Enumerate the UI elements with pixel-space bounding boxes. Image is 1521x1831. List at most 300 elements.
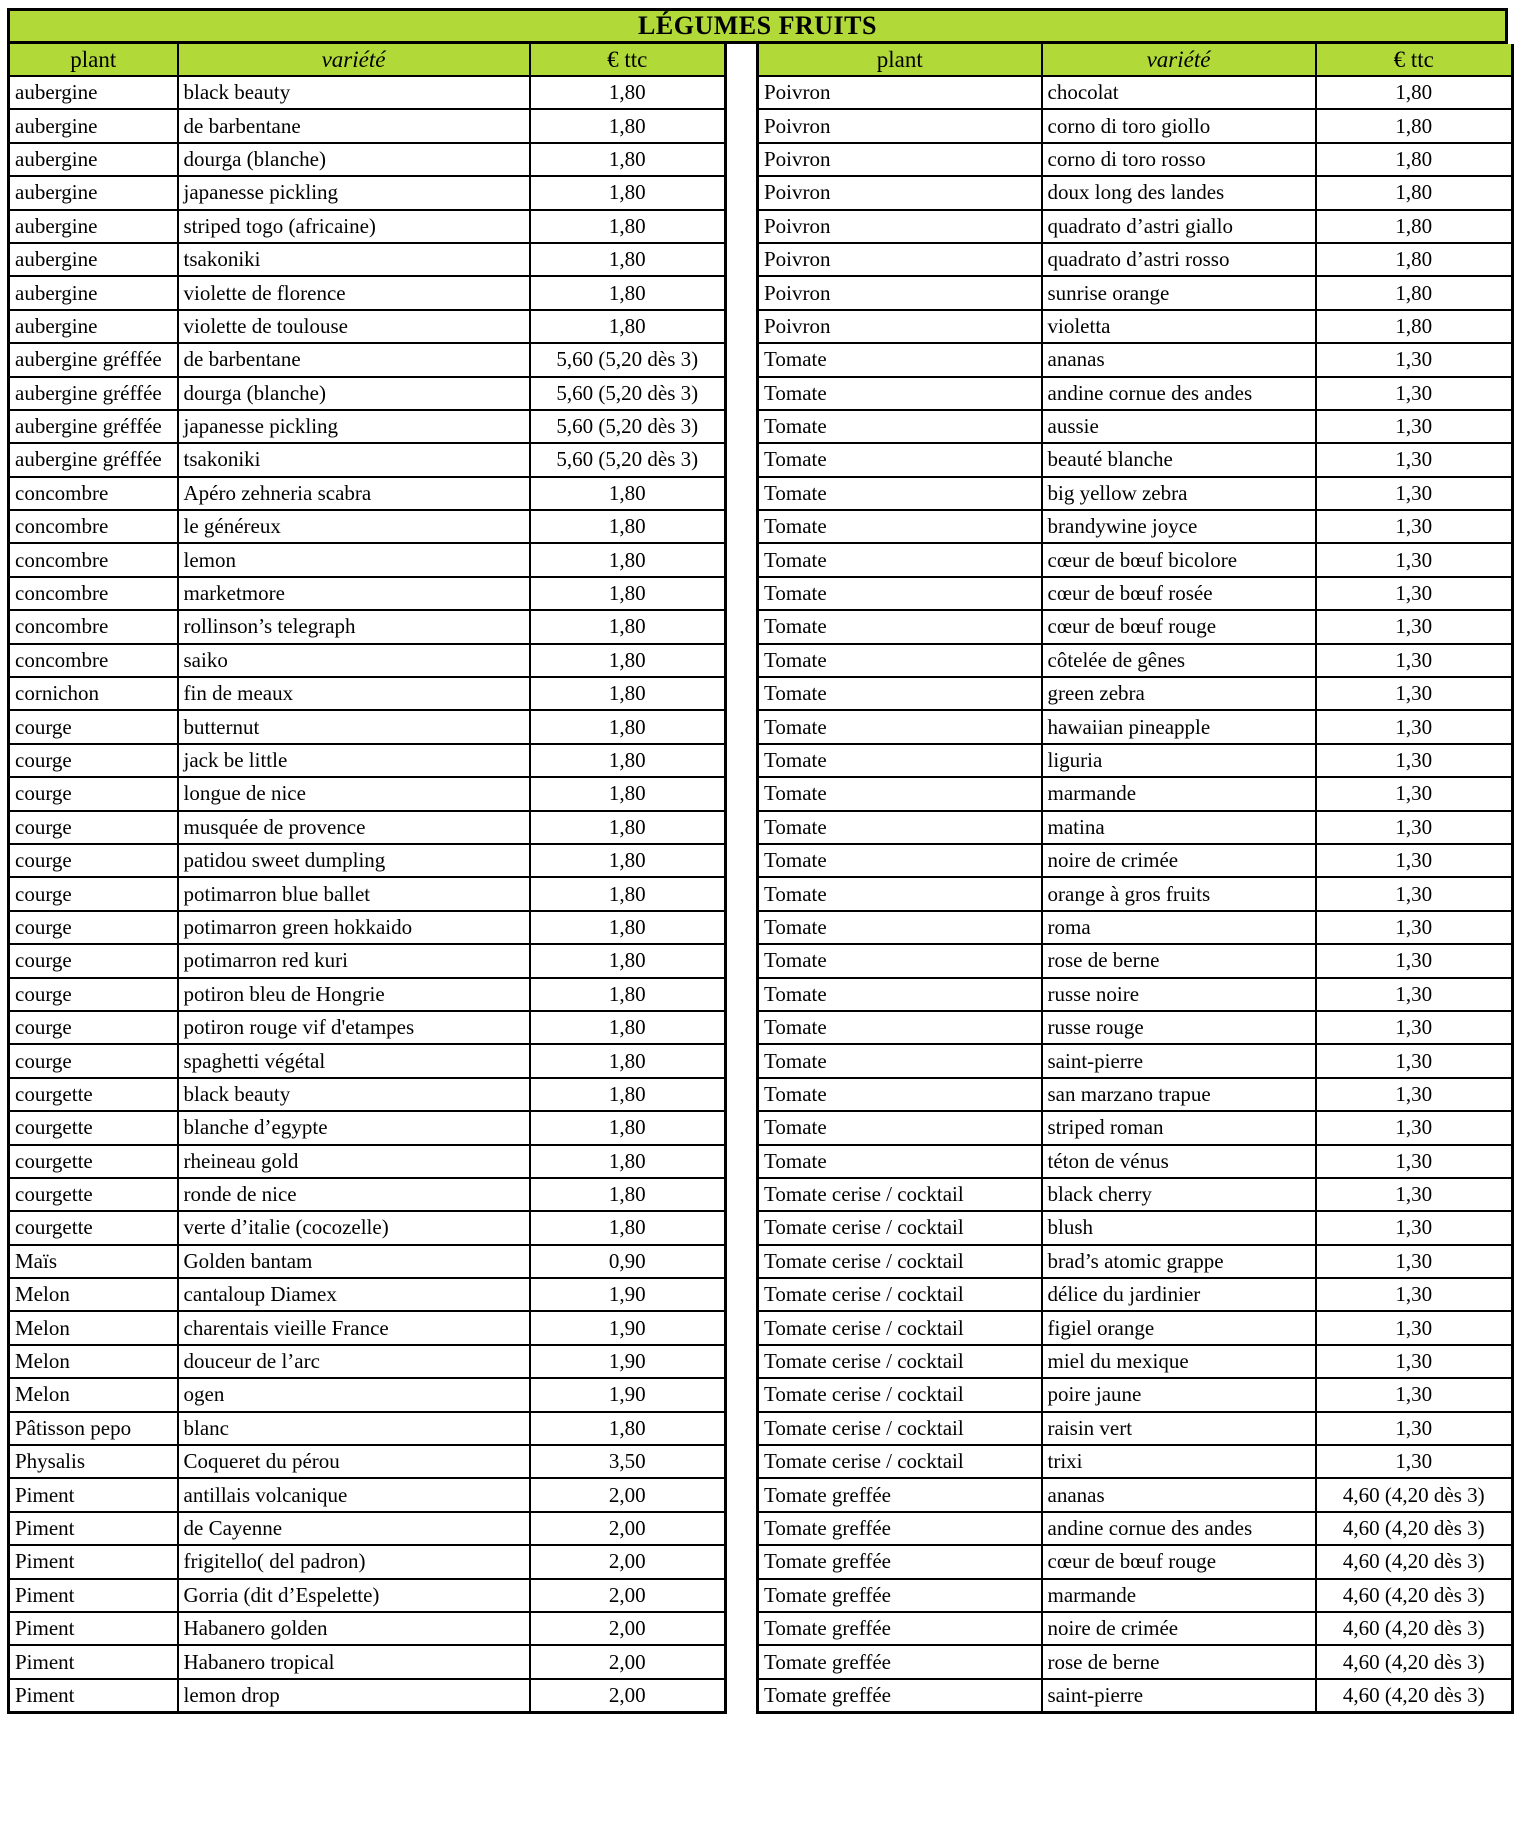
price-cell: 1,30 [1316, 710, 1513, 743]
plant-cell: Tomate greffée [758, 1612, 1042, 1645]
table-row [9, 1445, 726, 1478]
price-cell: 2,00 [530, 1612, 726, 1645]
plant-cell: Tomate greffée [758, 1645, 1042, 1678]
price-cell: 1,80 [530, 109, 726, 142]
table-row [758, 1512, 1513, 1545]
price-cell: 1,80 [530, 844, 726, 877]
price-cell: 1,30 [1316, 1078, 1513, 1111]
table-row [9, 143, 726, 176]
variety-cell: lemon [178, 543, 530, 576]
plant-cell: Tomate [758, 1078, 1042, 1111]
variety-cell: figiel orange [1042, 1311, 1316, 1344]
table-row [758, 710, 1513, 743]
price-cell: 1,80 [530, 744, 726, 777]
plant-cell: aubergine [9, 310, 178, 343]
table-row [9, 310, 726, 343]
variety-cell: beauté blanche [1042, 443, 1316, 476]
table-row [758, 1111, 1513, 1144]
plant-cell: aubergine gréffée [9, 343, 178, 376]
table-row [758, 310, 1513, 343]
plant-cell: courge [9, 844, 178, 877]
variety-cell: saint-pierre [1042, 1044, 1316, 1077]
price-cell: 2,00 [530, 1645, 726, 1678]
plant-cell: Piment [9, 1512, 178, 1545]
table-row [758, 944, 1513, 977]
price-cell: 1,80 [530, 811, 726, 844]
price-cell: 1,80 [1316, 276, 1513, 309]
variety-cell: andine cornue des andes [1042, 1512, 1316, 1545]
variety-cell: Habanero tropical [178, 1645, 530, 1678]
price-cell: 1,80 [530, 1011, 726, 1044]
price-cell: 1,30 [1316, 944, 1513, 977]
variety-cell: corno di toro rosso [1042, 143, 1316, 176]
plant-cell: Poivron [758, 210, 1042, 243]
price-cell: 4,60 (4,20 dès 3) [1316, 1645, 1513, 1678]
price-cell: 1,30 [1316, 1378, 1513, 1411]
plant-cell: Tomate cerise / cocktail [758, 1445, 1042, 1478]
plant-cell: Piment [9, 1478, 178, 1511]
variety-cell: quadrato d’astri giallo [1042, 210, 1316, 243]
plant-cell: Tomate greffée [758, 1512, 1042, 1545]
variety-cell: potiron rouge vif d'etampes [178, 1011, 530, 1044]
table-row [758, 410, 1513, 443]
variety-cell: ananas [1042, 1478, 1316, 1511]
variety-cell: butternut [178, 710, 530, 743]
variety-cell: chocolat [1042, 76, 1316, 109]
price-cell: 1,80 [530, 276, 726, 309]
price-cell: 1,30 [1316, 911, 1513, 944]
plant-cell: courge [9, 744, 178, 777]
price-cell: 1,30 [1316, 1044, 1513, 1077]
price-cell: 1,80 [530, 210, 726, 243]
table-row [758, 1579, 1513, 1612]
table-row [9, 811, 726, 844]
variety-cell: raisin vert [1042, 1412, 1316, 1445]
plant-cell: courge [9, 777, 178, 810]
variety-cell: potiron bleu de Hongrie [178, 978, 530, 1011]
price-cell: 2,00 [530, 1579, 726, 1612]
variety-cell: dourga (blanche) [178, 143, 530, 176]
price-cell: 5,60 (5,20 dès 3) [530, 343, 726, 376]
table-row [758, 1445, 1513, 1478]
price-cell: 5,60 (5,20 dès 3) [530, 377, 726, 410]
header-row [758, 44, 1513, 76]
table-row [758, 1345, 1513, 1378]
variety-cell: cœur de bœuf rouge [1042, 1545, 1316, 1578]
price-cell: 1,30 [1316, 1278, 1513, 1311]
plant-cell: courgette [9, 1211, 178, 1244]
table-row [758, 109, 1513, 142]
table-row [758, 978, 1513, 1011]
variety-cell: violette de florence [178, 276, 530, 309]
plant-cell: courgette [9, 1178, 178, 1211]
table-row [758, 1679, 1513, 1713]
table-row [9, 1245, 726, 1278]
table-row [9, 1679, 726, 1713]
plant-cell: Poivron [758, 243, 1042, 276]
price-cell: 1,80 [530, 477, 726, 510]
variety-cell: cœur de bœuf bicolore [1042, 543, 1316, 576]
variety-cell: striped togo (africaine) [178, 210, 530, 243]
price-cell: 1,80 [1316, 210, 1513, 243]
column-header-plant: plant [9, 44, 178, 76]
price-cell: 1,30 [1316, 877, 1513, 910]
price-cell: 1,30 [1316, 978, 1513, 1011]
table-row [9, 644, 726, 677]
plant-cell: Tomate greffée [758, 1679, 1042, 1713]
variety-cell: san marzano trapue [1042, 1078, 1316, 1111]
price-cell: 1,90 [530, 1378, 726, 1411]
variety-cell: roma [1042, 911, 1316, 944]
variety-cell: de barbentane [178, 109, 530, 142]
plant-cell: Tomate [758, 510, 1042, 543]
table-row [758, 276, 1513, 309]
price-cell: 1,80 [530, 143, 726, 176]
price-cell: 4,60 (4,20 dès 3) [1316, 1545, 1513, 1578]
plant-cell: Tomate cerise / cocktail [758, 1311, 1042, 1344]
table-row [758, 644, 1513, 677]
plant-cell: courge [9, 877, 178, 910]
price-cell: 1,30 [1316, 1111, 1513, 1144]
price-cell: 1,80 [530, 76, 726, 109]
plant-cell: Poivron [758, 276, 1042, 309]
plant-cell: Poivron [758, 109, 1042, 142]
price-cell: 1,30 [1316, 644, 1513, 677]
price-cell: 1,30 [1316, 744, 1513, 777]
plant-cell: aubergine [9, 76, 178, 109]
plant-cell: Tomate greffée [758, 1478, 1042, 1511]
variety-cell: charentais vieille France [178, 1311, 530, 1344]
plant-cell: aubergine [9, 276, 178, 309]
variety-cell: black cherry [1042, 1178, 1316, 1211]
plant-cell: Tomate cerise / cocktail [758, 1345, 1042, 1378]
plant-cell: courge [9, 944, 178, 977]
price-cell: 1,80 [530, 610, 726, 643]
plant-cell: Tomate [758, 844, 1042, 877]
variety-cell: russe noire [1042, 978, 1316, 1011]
price-cell: 1,80 [530, 510, 726, 543]
plant-cell: cornichon [9, 677, 178, 710]
price-cell: 1,80 [530, 777, 726, 810]
price-cell: 1,90 [530, 1311, 726, 1344]
price-cell: 1,80 [1316, 76, 1513, 109]
price-cell: 1,80 [530, 877, 726, 910]
variety-cell: verte d’italie (cocozelle) [178, 1211, 530, 1244]
plant-cell: concombre [9, 577, 178, 610]
table-row [9, 1612, 726, 1645]
plant-cell: Tomate [758, 744, 1042, 777]
variety-cell: hawaiian pineapple [1042, 710, 1316, 743]
plant-cell: Tomate [758, 410, 1042, 443]
variety-cell: big yellow zebra [1042, 477, 1316, 510]
variety-cell: quadrato d’astri rosso [1042, 243, 1316, 276]
table-row [758, 76, 1513, 109]
price-cell: 3,50 [530, 1445, 726, 1478]
table-row [9, 76, 726, 109]
variety-cell: green zebra [1042, 677, 1316, 710]
table-row [9, 343, 726, 376]
table-row [9, 176, 726, 209]
table-row [758, 877, 1513, 910]
price-cell: 2,00 [530, 1478, 726, 1511]
plant-cell: aubergine [9, 109, 178, 142]
plant-cell: Tomate [758, 644, 1042, 677]
table-row [9, 377, 726, 410]
variety-cell: patidou sweet dumpling [178, 844, 530, 877]
price-cell: 1,30 [1316, 777, 1513, 810]
table-row [9, 109, 726, 142]
table-row [9, 677, 726, 710]
table-row [758, 377, 1513, 410]
plant-cell: Tomate [758, 877, 1042, 910]
price-cell: 1,80 [1316, 109, 1513, 142]
table-row [758, 610, 1513, 643]
variety-cell: trixi [1042, 1445, 1316, 1478]
table-row [9, 911, 726, 944]
price-cell: 4,60 (4,20 dès 3) [1316, 1478, 1513, 1511]
price-cell: 1,30 [1316, 477, 1513, 510]
table-row [9, 1345, 726, 1378]
table-row [758, 811, 1513, 844]
variety-cell: longue de nice [178, 777, 530, 810]
table-row [9, 844, 726, 877]
table-row [758, 844, 1513, 877]
price-cell: 0,90 [530, 1245, 726, 1278]
table-row [758, 1412, 1513, 1445]
plant-cell: Tomate [758, 477, 1042, 510]
plant-cell: Tomate [758, 811, 1042, 844]
variety-cell: corno di toro giollo [1042, 109, 1316, 142]
price-cell: 1,80 [530, 1412, 726, 1445]
variety-cell: le généreux [178, 510, 530, 543]
header-row [9, 44, 726, 76]
column-header-price: € ttc [1316, 44, 1513, 76]
price-cell: 1,30 [1316, 1245, 1513, 1278]
price-cell: 1,80 [530, 1111, 726, 1144]
variety-cell: de Cayenne [178, 1512, 530, 1545]
plant-cell: Tomate cerise / cocktail [758, 1211, 1042, 1244]
variety-cell: rose de berne [1042, 1645, 1316, 1678]
price-cell: 1,90 [530, 1278, 726, 1311]
table-row [758, 1044, 1513, 1077]
price-cell: 1,80 [1316, 176, 1513, 209]
variety-cell: poire jaune [1042, 1378, 1316, 1411]
table-row [758, 243, 1513, 276]
plant-cell: Tomate cerise / cocktail [758, 1378, 1042, 1411]
table-row [9, 1478, 726, 1511]
variety-cell: violette de toulouse [178, 310, 530, 343]
table-row [758, 143, 1513, 176]
variety-cell: ogen [178, 1378, 530, 1411]
price-cell: 1,80 [530, 1178, 726, 1211]
plant-cell: Piment [9, 1645, 178, 1678]
variety-cell: marmande [1042, 1579, 1316, 1612]
table-row [9, 577, 726, 610]
plant-cell: Tomate greffée [758, 1579, 1042, 1612]
price-cell: 4,60 (4,20 dès 3) [1316, 1579, 1513, 1612]
plant-cell: Tomate [758, 577, 1042, 610]
table-row [9, 1311, 726, 1344]
table-row [9, 978, 726, 1011]
plant-cell: Piment [9, 1679, 178, 1713]
column-header-price: € ttc [530, 44, 726, 76]
variety-cell: matina [1042, 811, 1316, 844]
table-row [758, 1645, 1513, 1678]
table-row [758, 1178, 1513, 1211]
variety-cell: blanche d’egypte [178, 1111, 530, 1144]
variety-cell: tsakoniki [178, 243, 530, 276]
plant-cell: Piment [9, 1545, 178, 1578]
variety-cell: potimarron blue ballet [178, 877, 530, 910]
variety-cell: cœur de bœuf rosée [1042, 577, 1316, 610]
plant-cell: Tomate [758, 610, 1042, 643]
table-row [758, 343, 1513, 376]
table-row [9, 1011, 726, 1044]
price-cell: 1,80 [530, 1044, 726, 1077]
table-row [9, 276, 726, 309]
table-row [9, 1044, 726, 1077]
plant-cell: Tomate cerise / cocktail [758, 1278, 1042, 1311]
price-cell: 1,80 [530, 677, 726, 710]
variety-cell: ananas [1042, 343, 1316, 376]
plant-cell: aubergine [9, 243, 178, 276]
variety-cell: miel du mexique [1042, 1345, 1316, 1378]
plant-cell: Poivron [758, 176, 1042, 209]
variety-cell: rheineau gold [178, 1145, 530, 1178]
variety-cell: orange à gros fruits [1042, 877, 1316, 910]
plant-cell: aubergine gréffée [9, 443, 178, 476]
table-row [758, 543, 1513, 576]
table-row [9, 1178, 726, 1211]
table-row [758, 1545, 1513, 1578]
price-cell: 1,80 [1316, 310, 1513, 343]
price-cell: 2,00 [530, 1679, 726, 1713]
plant-cell: courge [9, 1011, 178, 1044]
variety-cell: brad’s atomic grappe [1042, 1245, 1316, 1278]
variety-cell: cantaloup Diamex [178, 1278, 530, 1311]
price-cell: 1,30 [1316, 1412, 1513, 1445]
table-row [9, 1412, 726, 1445]
variety-cell: frigitello( del padron) [178, 1545, 530, 1578]
table-row [758, 1011, 1513, 1044]
variety-cell: blush [1042, 1211, 1316, 1244]
price-cell: 1,80 [530, 710, 726, 743]
table-row [9, 477, 726, 510]
price-cell: 1,90 [530, 1345, 726, 1378]
tables-row [7, 44, 1508, 1714]
plant-cell: courge [9, 978, 178, 1011]
table-row [758, 210, 1513, 243]
table-row [9, 1645, 726, 1678]
variety-cell: rose de berne [1042, 944, 1316, 977]
plant-cell: courgette [9, 1111, 178, 1144]
variety-cell: rollinson’s telegraph [178, 610, 530, 643]
variety-cell: violetta [1042, 310, 1316, 343]
plant-cell: aubergine gréffée [9, 410, 178, 443]
page-title: LÉGUMES FRUITS [7, 8, 1508, 44]
price-cell: 1,30 [1316, 510, 1513, 543]
variety-cell: blanc [178, 1412, 530, 1445]
variety-cell: tsakoniki [178, 443, 530, 476]
table-row [758, 1145, 1513, 1178]
variety-cell: douceur de l’arc [178, 1345, 530, 1378]
column-header-variety: variété [178, 44, 530, 76]
price-cell: 1,30 [1316, 1178, 1513, 1211]
table-row [758, 677, 1513, 710]
price-cell: 1,30 [1316, 1011, 1513, 1044]
table-row [758, 777, 1513, 810]
plant-cell: Melon [9, 1311, 178, 1344]
plant-cell: Pâtisson pepo [9, 1412, 178, 1445]
price-cell: 1,80 [530, 911, 726, 944]
table-row [9, 1278, 726, 1311]
plant-cell: Piment [9, 1612, 178, 1645]
table-row [9, 877, 726, 910]
table-row [758, 1378, 1513, 1411]
price-cell: 1,30 [1316, 1445, 1513, 1478]
price-cell: 1,30 [1316, 610, 1513, 643]
plant-cell: Poivron [758, 310, 1042, 343]
price-cell: 1,30 [1316, 343, 1513, 376]
variety-cell: striped roman [1042, 1111, 1316, 1144]
price-cell: 1,30 [1316, 543, 1513, 576]
variety-cell: Coqueret du pérou [178, 1445, 530, 1478]
plant-cell: concombre [9, 510, 178, 543]
variety-cell: délice du jardinier [1042, 1278, 1316, 1311]
variety-cell: Apéro zehneria scabra [178, 477, 530, 510]
plant-cell: aubergine [9, 176, 178, 209]
price-cell: 1,30 [1316, 377, 1513, 410]
table-row [9, 1078, 726, 1111]
price-cell: 1,30 [1316, 443, 1513, 476]
price-cell: 4,60 (4,20 dès 3) [1316, 1512, 1513, 1545]
table-row [9, 1145, 726, 1178]
plant-cell: concombre [9, 477, 178, 510]
column-header-variety: variété [1042, 44, 1316, 76]
plant-cell: Tomate [758, 343, 1042, 376]
price-cell: 1,30 [1316, 811, 1513, 844]
price-cell: 4,60 (4,20 dès 3) [1316, 1612, 1513, 1645]
price-cell: 1,80 [530, 978, 726, 1011]
variety-cell: spaghetti végétal [178, 1044, 530, 1077]
variety-cell: brandywine joyce [1042, 510, 1316, 543]
price-cell: 1,80 [1316, 143, 1513, 176]
price-cell: 1,80 [530, 1145, 726, 1178]
plant-cell: Tomate cerise / cocktail [758, 1178, 1042, 1211]
table-row [758, 1311, 1513, 1344]
table-row [758, 477, 1513, 510]
plant-cell: Tomate [758, 777, 1042, 810]
table-row [9, 1211, 726, 1244]
table-row [758, 443, 1513, 476]
table-row [9, 1545, 726, 1578]
variety-cell: cœur de bœuf rouge [1042, 610, 1316, 643]
table-row [9, 1579, 726, 1612]
variety-cell: potimarron red kuri [178, 944, 530, 977]
table-row [758, 1612, 1513, 1645]
table-row [758, 577, 1513, 610]
plant-cell: courge [9, 811, 178, 844]
variety-cell: antillais volcanique [178, 1478, 530, 1511]
plant-cell: Tomate cerise / cocktail [758, 1245, 1042, 1278]
price-cell: 5,60 (5,20 dès 3) [530, 410, 726, 443]
table-row [758, 510, 1513, 543]
table-row [9, 777, 726, 810]
table-row [9, 744, 726, 777]
table-row [758, 1078, 1513, 1111]
plant-cell: Melon [9, 1345, 178, 1378]
plant-cell: concombre [9, 543, 178, 576]
